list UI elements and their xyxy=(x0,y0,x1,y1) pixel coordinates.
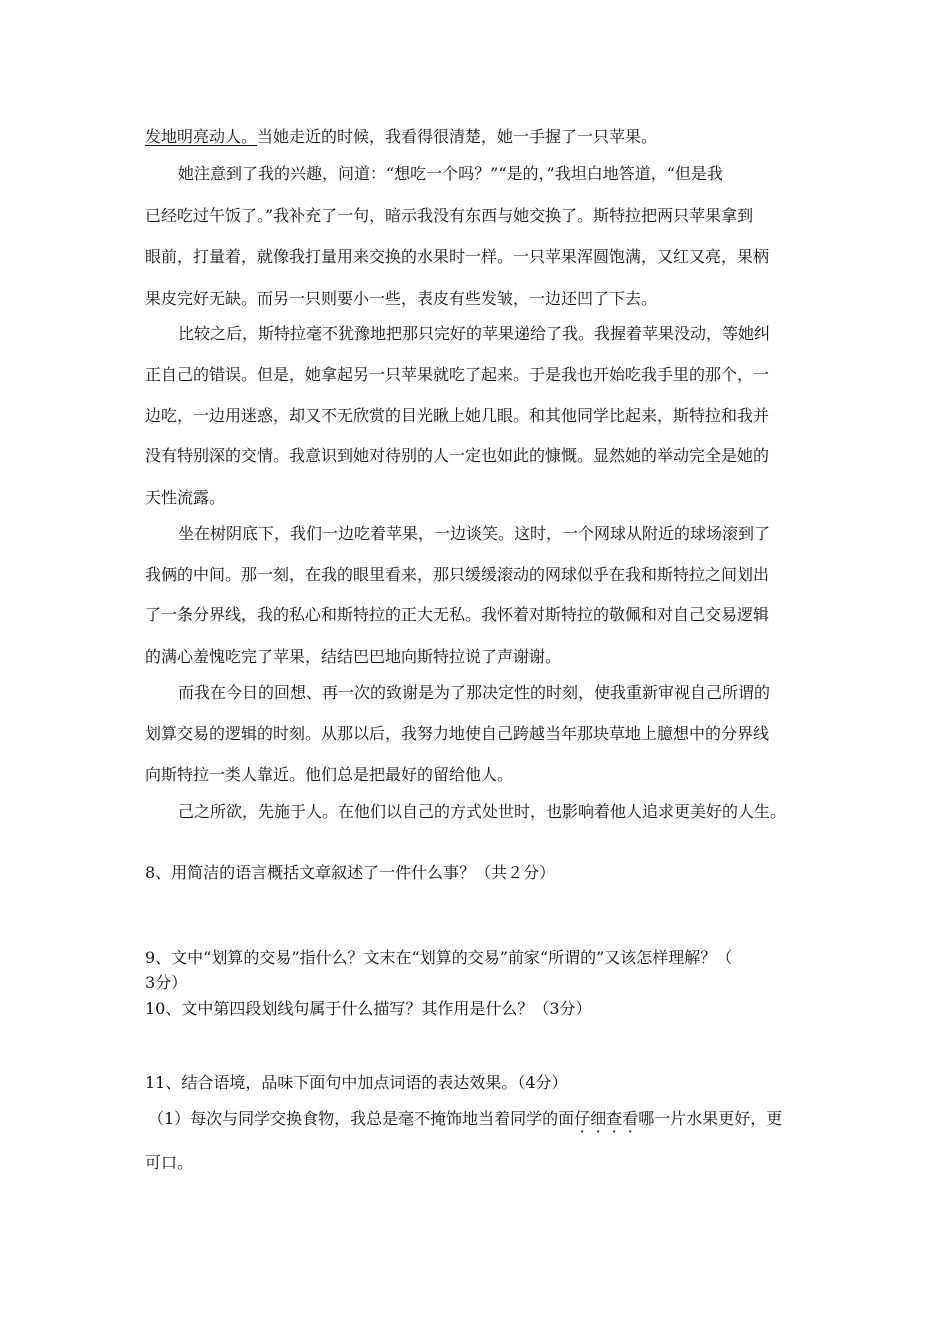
passage-line: 天性流露。 xyxy=(145,488,226,507)
passage-line: 她注意到了我的兴趣，问道：“想吃一个吗？”“是的，”我坦白地答道，“但是我 xyxy=(178,164,723,183)
question-9-continued: 3分） xyxy=(145,973,188,992)
question-11-item-1-continued: 可口。 xyxy=(145,1153,194,1172)
passage-line: 已经吃过午饭了。”我补充了一句，暗示我没有东西与她交换了。斯特拉把两只苹果拿到 xyxy=(145,206,754,225)
passage-line: 没有特别深的交情。我意识到她对待别的人一定也如此的慷慨。显然她的举动完全是她的 xyxy=(145,446,770,465)
passage-line: 了一条分界线，我的私心和斯特拉的正大无私。我怀着对斯特拉的敬佩和对自己交易逻辑 xyxy=(145,605,770,624)
underlined-sentence: 发地明亮动人。 xyxy=(145,127,258,146)
dotted-character: 细 xyxy=(590,1109,607,1128)
passage-line: 而我在今日的回想、再一次的致谢是为了那决定性的时刻，使我重新审视自己所谓的 xyxy=(178,683,771,702)
passage-line xyxy=(145,127,815,147)
passage-line: 比较之后，斯特拉毫不犹豫地把那只完好的苹果递给了我。我握着苹果没动，等她纠 xyxy=(178,324,771,343)
passage-line: 的满心羞愧吃完了苹果，结结巴巴地向斯特拉说了声谢谢。 xyxy=(145,647,562,666)
passage-line: 正自己的错误。但是，她拿起另一只苹果就吃了起来。于是我也开始吃我手里的那个，一 xyxy=(145,365,770,384)
dotted-character: 仔 xyxy=(574,1109,591,1128)
passage-text: 当她走近的时候，我看得很清楚，她一手握了一只苹果。 xyxy=(257,127,658,146)
passage-line: 边吃，一边用迷惑，却又不无欣赏的目光瞅上她几眼。和其他同学比起来，斯特拉和我并 xyxy=(145,406,770,425)
passage-line: 坐在树阴底下，我们一边吃着苹果，一边谈笑。这时，一个网球从附近的球场滚到了 xyxy=(178,524,771,543)
dotted-character: 看 xyxy=(622,1109,639,1128)
passage-line: 向斯特拉一类人靠近。他们总是把最好的留给他人。 xyxy=(145,765,514,784)
passage-line: 果皮完好无缺。而另一只则要小一些，表皮有些发皱，一边还凹了下去。 xyxy=(145,289,658,308)
passage-line: 眼前，打量着，就像我打量用来交换的水果时一样。一只苹果浑圆饱满，又红又亮，果柄 xyxy=(145,247,770,266)
question-10: 10、文中第四段划线句属于什么描写？其作用是什么？（3分） xyxy=(145,999,592,1018)
item-text: （1）每次与同学交换食物，我总是毫不掩饰地当着同学的面 xyxy=(148,1109,575,1128)
question-11: 11、结合语境，品味下面句中加点词语的表达效果。（4分） xyxy=(145,1073,568,1092)
passage-line: 划算交易的逻辑的时刻。从那以后，我努力地使自己跨越当年那块草地上臆想中的分界线 xyxy=(145,724,770,743)
dotted-character: 查 xyxy=(606,1109,623,1128)
question-9: 9、文中“划算的交易”指什么？文末在“划算的交易”前家“所谓的”又该怎样理解？（ xyxy=(145,948,733,967)
question-8: 8、用简洁的语言概括文章叙述了一件什么事？（共２分） xyxy=(145,863,556,882)
item-text: 哪一片水果更好，更 xyxy=(638,1109,783,1128)
passage-line: 己之所欲，先施于人。在他们以自己的方式处世时，也影响着他人追求更美好的人生。 xyxy=(178,802,787,821)
question-11-item-1 xyxy=(148,1109,818,1129)
passage-line: 我俩的中间。那一刻，在我的眼里看来，那只缓缓滚动的网球似乎在我和斯特拉之间划出 xyxy=(145,565,770,584)
